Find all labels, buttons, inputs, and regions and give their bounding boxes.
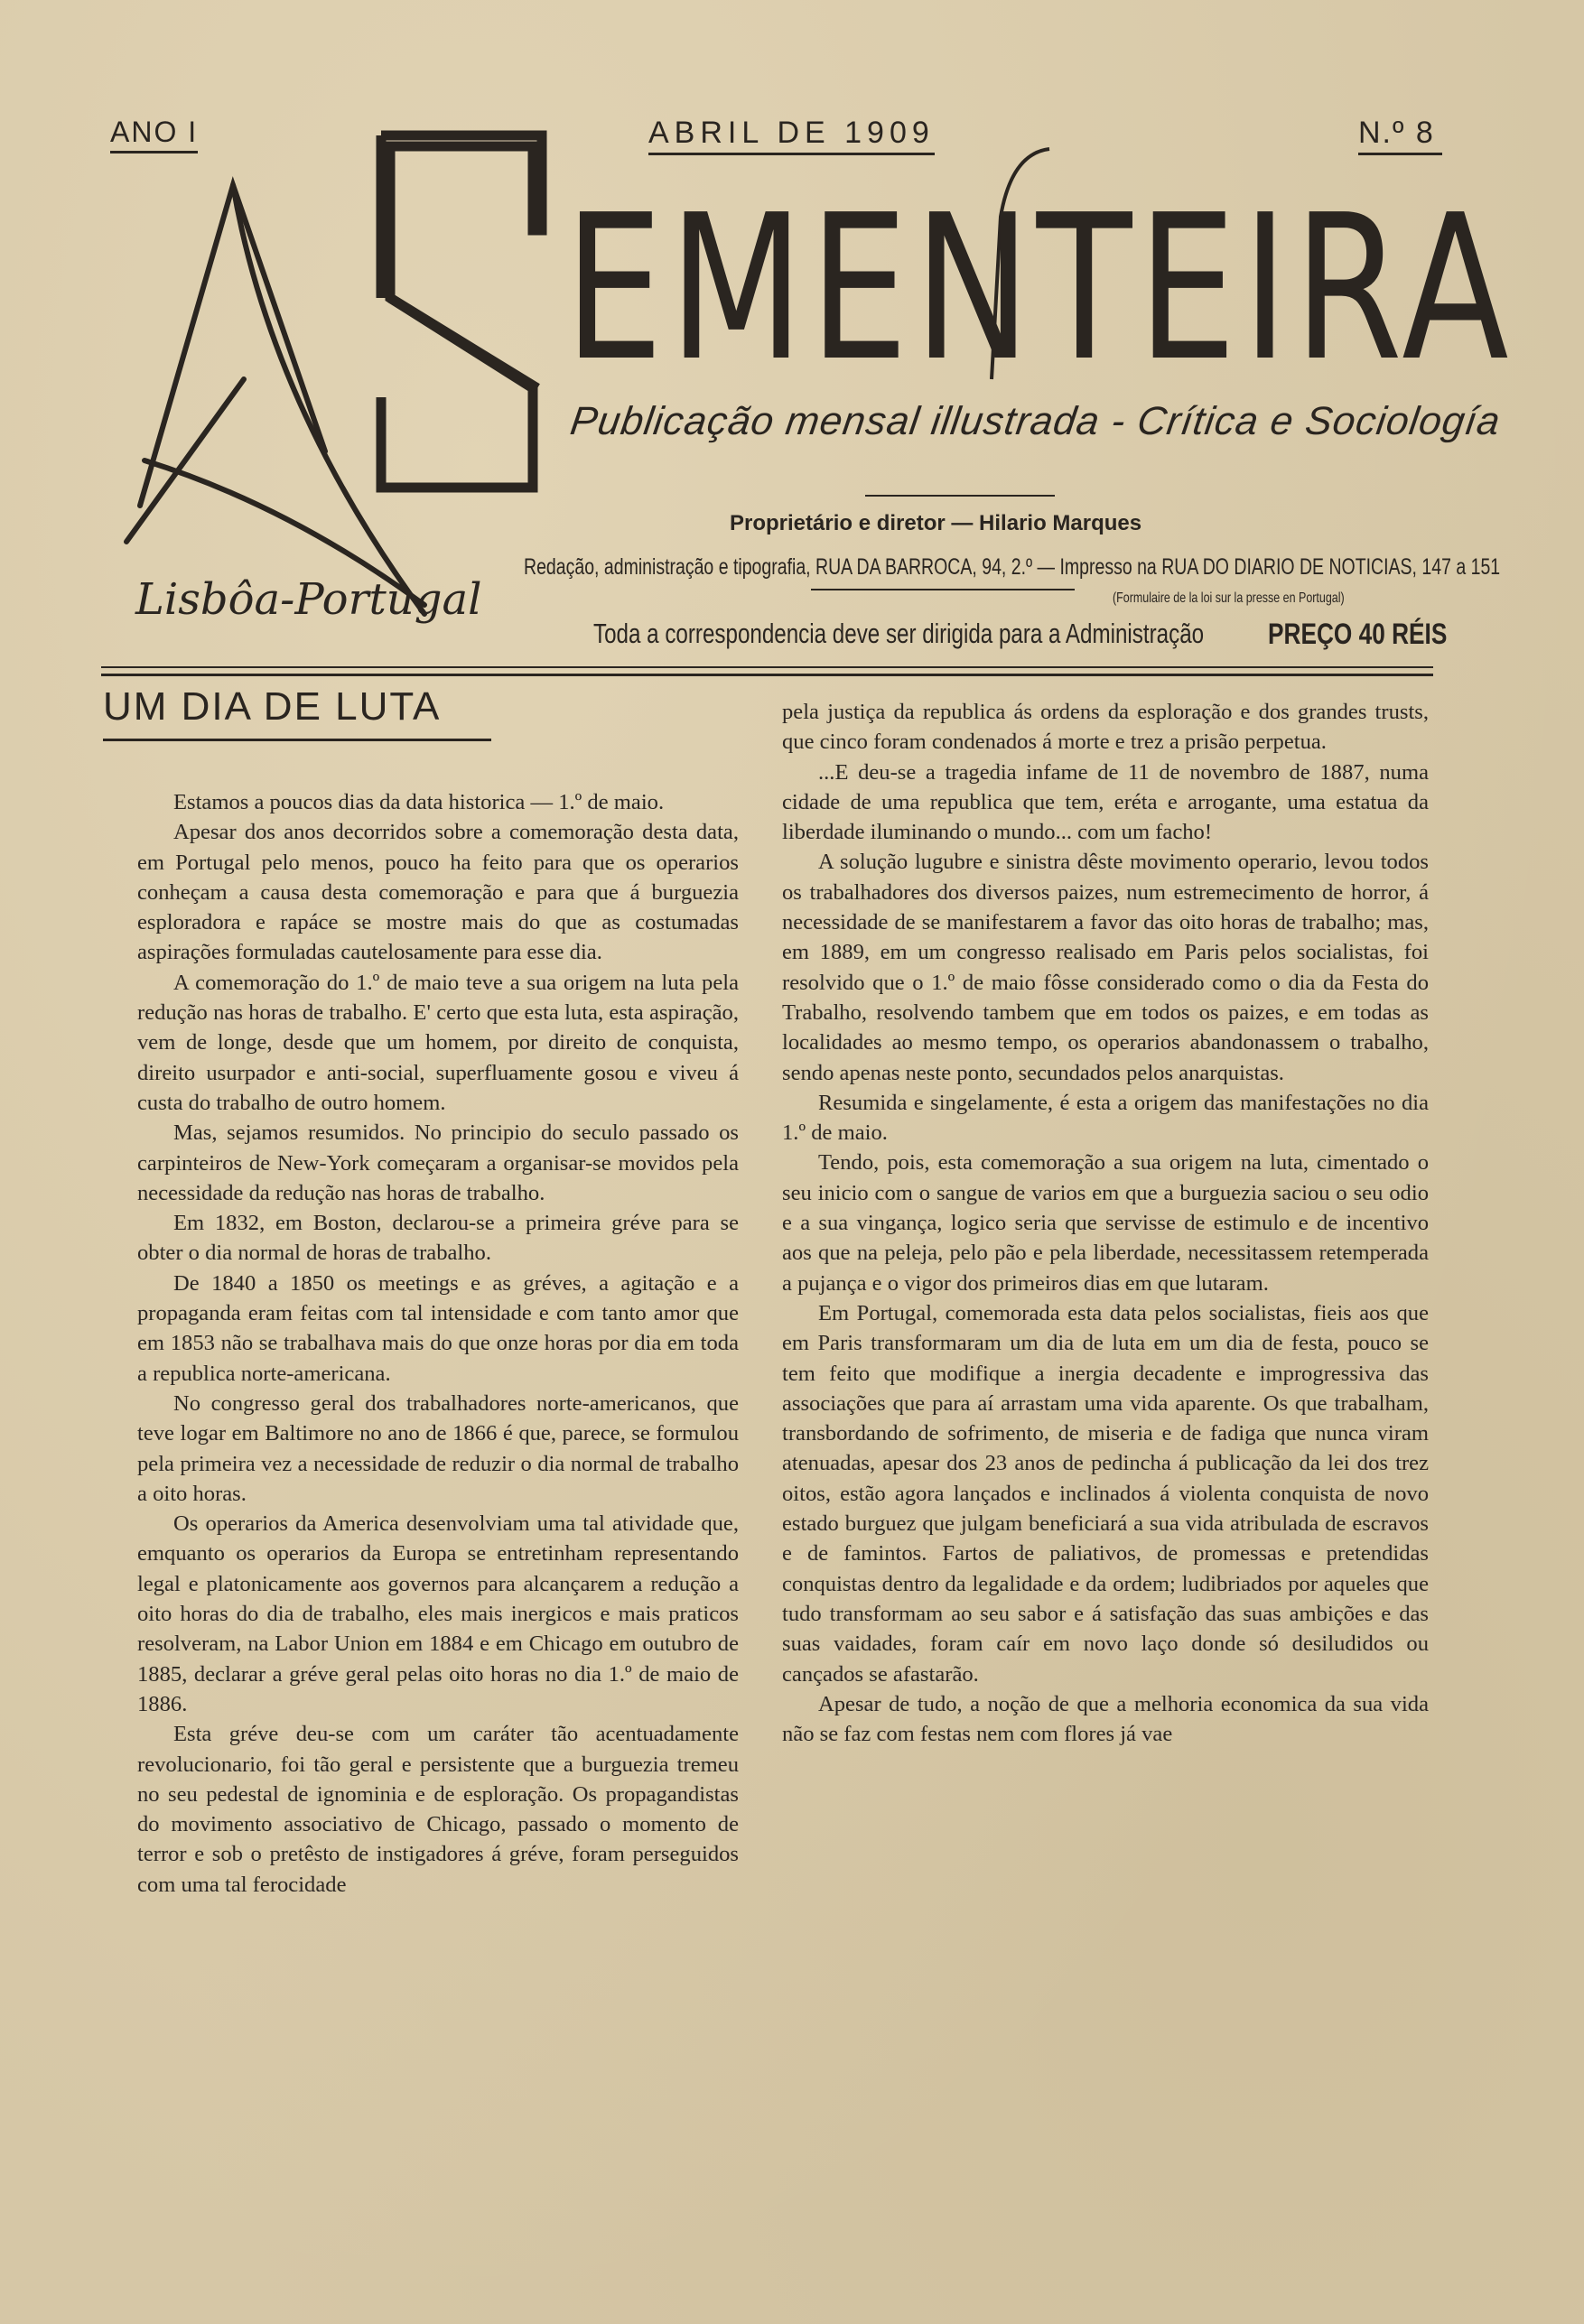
article-column-left xyxy=(137,787,739,1900)
date-label: ABRIL DE 1909 xyxy=(648,116,935,155)
left-paragraph: Os operarios da America desenvolviam uma tal atividade que, emquanto os operarios da Europa se entretinham representando legal e platonicamente aos governos para alcançarem a redução a oito horas do dia de trabalho, eles mais inergicos e mais praticos resolveram, na Labor Union em 1884 e em Chicago em outubro de 1885, declarar a gréve geral pelas oito horas no dia 1.º de maio de 1886. xyxy=(137,1511,739,1716)
right-paragraph: A solução lugubre e sinistra dêste movimento operario, levou todos os trabalhadores dos diversos paizes, num estremecimento de horror, á necessidade de se manifestarem a favor das oito horas de trabalho; mas, em 1889, em um congresso realisado em Paris pelos socialistas, foi resolvido que o 1.º de maio fôsse considerado como o dia da Festa do Trabalho, resolvendo tambem que em todos os paizes, e em todas as localidades ao mesmo tempo, os operarios abandonassem o trabalho, sendo apenas neste ponto, secundados pelos anarquistas. xyxy=(782,850,1429,1085)
owner-line: Proprietário e diretor — Hilario Marques xyxy=(730,511,1142,535)
right-paragraph: ...E deu-se a tragedia infame de 11 de novembro de 1887, numa cidade de uma republica que tem, eréta e arrogante, uma estatua da liberdade iluminando o mundo... com um facho! xyxy=(782,759,1429,845)
subtitle-rule xyxy=(865,495,1055,497)
left-paragraph: Estamos a poucos dias da data historica — 1.º de maio. xyxy=(173,790,665,814)
correspondence-line: Toda a correspondencia deve ser dirigida para a Administração xyxy=(593,618,1205,649)
address-rule xyxy=(811,589,1075,590)
article-heading: UM DIA DE LUTA xyxy=(103,684,442,729)
left-paragraph: Em 1832, em Boston, declarou-se a primeira gréve para se obter o dia normal de horas de trabalho. xyxy=(137,1211,739,1266)
left-paragraph: Mas, sejamos resumidos. No principio do seculo passado os carpinteiros de New-York começaram a organisar-se movidos pela necessidade da redução nas horas de trabalho. xyxy=(137,1120,739,1205)
postal-note: (Formulaire de la loi sur la presse en Portugal) xyxy=(1113,590,1345,606)
title-wordmark xyxy=(564,172,1514,405)
title-letter-s-shape xyxy=(381,135,542,488)
left-paragraph: No congresso geral dos trabalhadores norte-americanos, que teve logar em Baltimore no ano de 1866 é que, parece, se formulou pela primeira vez a necessidade de reduzir o dia normal de trabalho a oito horas. xyxy=(137,1390,739,1506)
left-paragraph: A comemoração do 1.º de maio teve a sua origem na luta pela redução nas horas de trabalho. E' certo que esta luta, esta aspiração, vem de longe, desde que um homem, por direito de conquista, direito usurpador e anti-social, superfluamente gosou e viveu á custa do trabalho de outro homem. xyxy=(137,970,739,1115)
subtitle: Publicação mensal illustrada - Crítica e Sociología xyxy=(567,399,1504,443)
issue-label: N.º 8 xyxy=(1358,116,1442,155)
right-paragraph: Resumida e singelamente, é esta a origem das manifestações no dia 1.º de maio. xyxy=(782,1090,1429,1146)
price-label: PREÇO 40 RÉIS xyxy=(1268,618,1448,650)
right-paragraph: Tendo, pois, esta comemoração a sua origem na luta, cimentado o seu inicio com o sangue de varios em que a burguezia saciou o seu odio e a sua vingança, logico seria que servisse de estimulo e de incentivo aos que na peleja, pelo pão e pela liberdade, necessitassem retemperada a pujança e o vigor dos primeiros dias em que lutaram. xyxy=(782,1150,1429,1296)
right-paragraph: pela justiça da republica ás ordens da esploração e dos grandes trusts, que cinco foram condenados á morte e trez a prisão perpetua. xyxy=(782,700,1429,755)
title-rest: EMENTEIRA xyxy=(564,172,1514,405)
article-column-right xyxy=(782,697,1429,1749)
right-paragraph: Apesar de tudo, a noção de que a melhoria economica da sua vida não se faz com festas nem com flores já vae xyxy=(782,1691,1429,1747)
left-paragraph: Apesar dos anos decorridos sobre a comemoração desta data, em Portugal pelo menos, pouco ha feito para que os operarios conheçam a causa desta comemoração e para que á burguezia esploradora e rapáce se mostre mais do que as costumadas aspirações formuladas cautelosamente para esse dia. xyxy=(137,820,739,965)
masthead-rule-bottom xyxy=(101,674,1433,676)
left-paragraph: De 1840 a 1850 os meetings e as gréves, a agitação e a propaganda eram feitas com tal intensidade e com tanto amor que em 1853 não se trabalhava mais do que onze horas por dia em toda a republica norte-americana. xyxy=(137,1270,739,1386)
place-label: Lisbôa-Portugal xyxy=(135,574,482,625)
year-label: ANO I xyxy=(110,116,198,153)
heading-rule xyxy=(103,739,491,741)
address-line: Redação, administração e tipografia, RUA DA BARROCA, 94, 2.º — Impresso na RUA DO DIARIO DE NOTICIAS, 147 a 151 xyxy=(524,554,1501,580)
left-paragraph: Esta gréve deu-se com um caráter tão acentuadamente revolucionario, foi tão geral e persistente que a burguezia tremeu no seu pedestal de ignominia e de esploração. Os propagandistas do movimento associativo de Chicago, passado o momento de terror e sob o pretêsto de instigadores á gréve, foram perseguidos com uma tal ferocidade xyxy=(137,1722,739,1897)
right-paragraph: Em Portugal, comemorada esta data pelos socialistas, fieis aos que em Paris transformaram um dia de luta em um dia de festa, pouco se tem feito que modifique a inergia decadente e improgressiva das associações que para aí arrastam uma vida aparente. Os que trabalham, transbordando de sofrimento, de miseria e de fadiga que nunca viram atenuadas, apesar dos 23 anos de pedincha á publicação da lei dos trez oitos, estão agora lançados e inclinados á violenta conquista de novo estado burguez que julgam beneficiará a sua vida atribulada de escravos e de famintos. Fartos de paliativos, de promessas e pretendidas conquistas dentro da legalidade e da ordem; ludibriados por aqueles que tudo transformam ao seu sabor e á satisfação das suas ambições e das suas vaidades, foram caír em novo laço donde só desiludidos ou cançados se afastarão. xyxy=(782,1300,1429,1687)
masthead-rule-top xyxy=(101,666,1433,668)
